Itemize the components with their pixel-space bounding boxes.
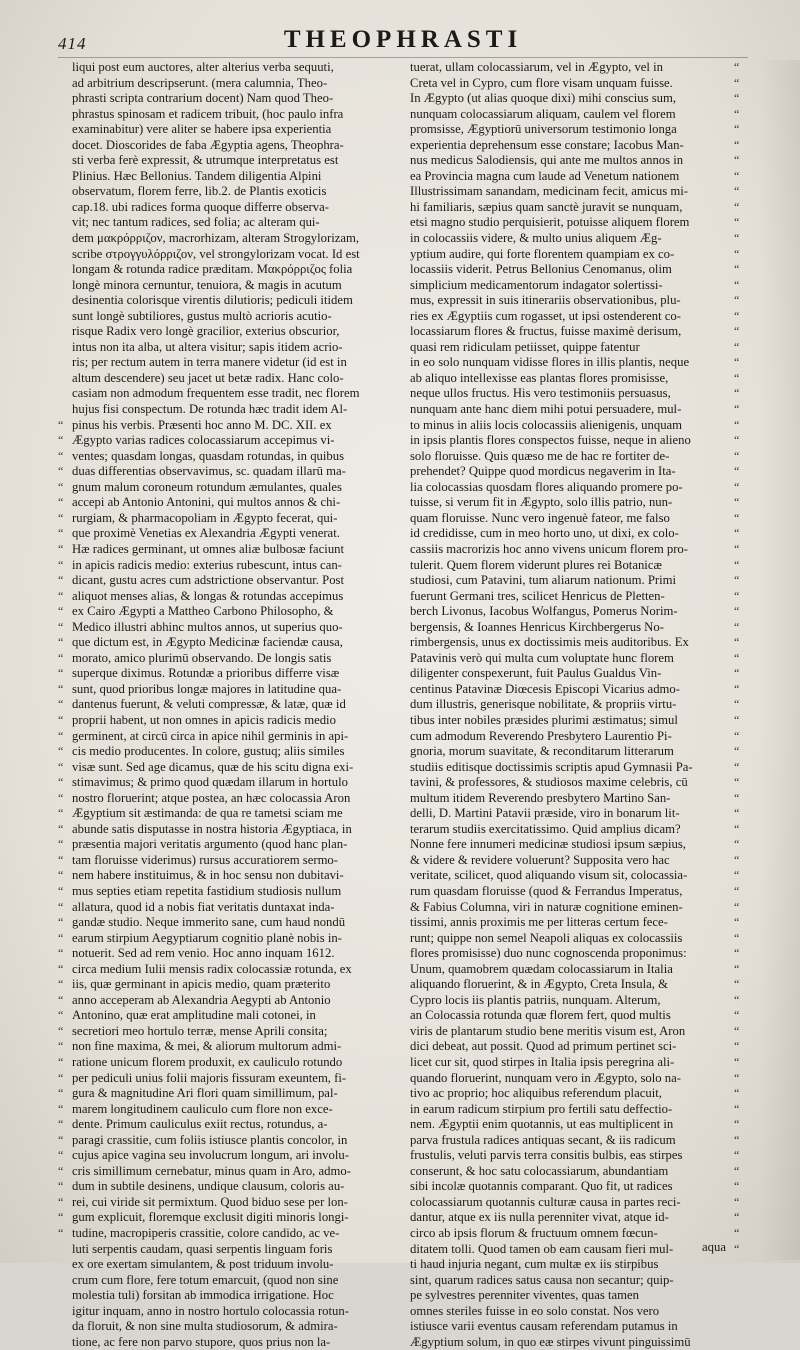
text-line: Illustrissimam sanandam, medicinam fecit, amicus mi-: [410, 184, 688, 199]
text-line: cis medio producentes. In colore, gustuq; aliis similes: [72, 744, 345, 759]
catchword: aqua: [702, 1240, 726, 1254]
text-line: tam floruisse viderimus) rursus accuratiorem sermo-: [72, 852, 339, 867]
text-line: solo floruisse. Quis quæso me de hac re fortiter de-: [410, 448, 670, 463]
text-line: ris; per rectum autem in terra manere videtur (id est in: [72, 355, 347, 370]
text-line: phrastus spinosam et radicem tribuit, (hoc paulo infra: [72, 106, 344, 121]
text-line: allatura, quod id a nobis fiat veritatis duntaxat inda-: [72, 899, 335, 914]
text-line: hujus fisi conspectum. De rotunda hæc tradit idem Al-: [72, 402, 348, 417]
text-line: accepi ab Antonio Antonini, qui multos annos & chi-: [72, 495, 341, 510]
text-line: notuerit. Sed ad rem venio. Hoc anno inquam 1612.: [72, 946, 335, 961]
text-line: nem habere instituimus, & in hoc sensu non dubitavi-: [72, 868, 344, 883]
text-line: luti serpentis caudam, quasi serpentis linguam foris: [72, 1241, 333, 1256]
text-line: istiusce varii eventus causam referendam putamus in: [410, 1319, 678, 1334]
text-line: Antonino, quæ erat amplitudine mali cotonei, in: [72, 1008, 316, 1023]
text-line: ditatem tolli. Quod tamen ob eam causam fieri mul-: [410, 1241, 674, 1256]
text-line: cujus apice vagina seu involucrum longum, ari involu-: [72, 1148, 349, 1163]
text-line: tibus inter nobiles præsides plurimi æstimatus; simul: [410, 712, 678, 727]
text-line: tione, ac fere non parvo stupore, quos prius non la-: [72, 1334, 331, 1349]
text-line: ex ore exertam simulantem, & post triduum involu-: [72, 1257, 334, 1272]
text-line: molestia tuli) forsitan ab immodica irrigatione. Hoc: [72, 1288, 334, 1303]
text-line: pinus his verbis. Præsenti hoc anno M. DC. XII. ex: [72, 417, 332, 432]
text-line: non fine maxima, & mei, & aliorum multorum admi-: [72, 1039, 342, 1054]
text-line: ea Provincia magna cum laude ad Venetum nationem: [410, 168, 680, 183]
text-line: abunde satis disputasse in nostra historia Ægyptiaca, in: [72, 821, 352, 836]
text-line: dantur, atque ex iis nulla perenniter vivat, atque id-: [410, 1210, 669, 1225]
left-text-column: [72, 60, 410, 1350]
text-line: ab aliquo intellexisse eas plantas flores promisisse,: [410, 370, 669, 385]
text-line: lia colocassias quosdam flores aliquando promere po-: [410, 479, 683, 494]
text-line: neque ullos fructus. His vero testimoniis persuasus,: [410, 386, 671, 401]
text-line: ries ex Ægyptiis cum rogasset, ut ipsi ostenderent co-: [410, 308, 681, 323]
text-line: flores promisisse) duo nunc cognoscenda proponimus:: [410, 946, 687, 961]
text-line: gnoria, morum suavitate, & reconditarum litterarum: [410, 744, 674, 759]
text-line: cassiis macrorizis hoc anno vivens unicum florem pro-: [410, 541, 688, 556]
text-line: delli, D. Martini Patavii præside, viro in bonarum lit-: [410, 806, 680, 821]
text-line: risque Radix vero longè gracilior, exterius obscurior,: [72, 324, 340, 339]
text-line: dente. Primum cauliculus exiit rectus, rotundus, a-: [72, 1117, 328, 1132]
text-line: tivo ac proprio; hoc aliquibus referendum placuit,: [410, 1086, 662, 1101]
text-line: Patavinis verò qui multa cum voluptate hunc florem: [410, 650, 674, 665]
text-line: ratione unicum florem produxit, ex cauliculo rotundo: [72, 1055, 343, 1069]
text-line: Ægyptium solum, in quo eæ stirpes vivunt pinguissimū: [410, 1334, 691, 1349]
text-line: phrasti scripta contrarium docent) Nam quod Theo-: [72, 91, 334, 106]
text-line: fuerunt Germani tres, scilicet Henricus de Pletten-: [410, 588, 665, 603]
text-line: id credidisse, cum in meo horto uno, ut dixi, ex colo-: [410, 526, 679, 541]
text-line: præsentia majori veritatis argumento (quod hanc plan-: [72, 837, 348, 852]
text-line: circa medium Iulii mensis radix colocassiæ rotunda, ex: [72, 961, 352, 976]
text-line: circo ab ipsis florum & fructuum omnem fœcun-: [410, 1226, 658, 1241]
text-line: scribe στρογγυλόρριζον, vel strongylorizam vocat. Id est: [72, 246, 360, 261]
text-line: docet. Dioscorides de faba Ægyptia agens, Theophra-: [72, 137, 344, 152]
text-line: dem μακρόρριζον, macrorhizam, alteram Strogylorizam,: [72, 231, 360, 246]
text-line: da floruit, & non sine multa studiosorum, & admira-: [72, 1319, 338, 1334]
text-line: aliquando floruerint, & in Ægypto, Creta Insula, &: [410, 977, 668, 992]
page-header: [58, 22, 748, 56]
text-line: Cypro locis iis plantis patriis, nunquam. Alterum,: [410, 992, 661, 1007]
text-line: aliquot menses alias, & longas & rotundas accepimus: [72, 588, 344, 603]
text-line: rum quasdam floruisse (quod & Ferrandus Imperatus,: [410, 883, 683, 898]
text-line: multum itidem Reverendo presbytero Martino San-: [410, 790, 671, 805]
text-line: promsisse, Ægyptiorū universorum testimonio longa: [410, 122, 677, 137]
text-line: longam & rotunda radice præditam. Μακρόρριζος folia: [72, 262, 353, 277]
text-line: colocassiarum quotannis culturæ causa in partes reci-: [410, 1194, 681, 1209]
text-line: cum admodum Reverendo Presbytero Laurentio Pi-: [410, 728, 672, 743]
text-line: ti haud injuria negant, cum multæ ex iis stirpibus: [410, 1257, 659, 1272]
text-line: rurgiam, & pharmacopoliam in Ægypto fecerat, qui-: [72, 510, 338, 525]
text-line: superque diximus. Rotundæ a prioribus differre visæ: [72, 666, 340, 681]
text-line: germinent, at circū circa in apice nihil germinis in api-: [72, 728, 349, 743]
text-line: intus non ita alba, ut altera visitur; sapis itidem acrio-: [72, 339, 343, 354]
text-line: quam floruisse. Nunc vero ingenuè fateor, me falso: [410, 510, 670, 525]
text-line: & videre & revidere voluerunt? Supposita vero hac: [410, 852, 670, 867]
text-line: dici debeat, aut possit. Quod ad primum pertinet sci-: [410, 1039, 677, 1054]
text-line: crum cum flore, fere totum emarcuit, (quod non sine: [72, 1272, 339, 1287]
text-line: nunquam colocassiarum aliquam, caulem vel florem: [410, 106, 676, 121]
text-line: iis, quæ germinant in apicis medio, quam præterito: [72, 977, 331, 992]
text-line: in earum radicum stirpium pro fertili satu deffectio-: [410, 1101, 673, 1116]
text-line: in eo solo nunquam vidisse flores in illis plantis, neque: [410, 355, 690, 370]
text-line: ad arbitrium descripserunt. (mera calumnia, Theo-: [72, 75, 328, 90]
text-line: gnum malum coroneum rotundum æmulantes, quales: [72, 479, 342, 494]
text-line: gandæ studio. Neque immerito sane, cum haud nondū: [72, 915, 346, 930]
text-line: Plinius. Hæc Bellonius. Tandem diligentia Alpini: [72, 168, 322, 183]
text-line: rimbergensis, unus ex doctissimis meis auditoribus. Ex: [410, 635, 689, 650]
text-line: in colocassiis videre, & multo unius aliquem Æg-: [410, 231, 662, 246]
text-line: pe sylvestres perenniter viventes, quas tamen: [410, 1288, 640, 1303]
text-line: prehendet? Quippe quod mordicus negaverim in Ita-: [410, 464, 676, 479]
text-line: Hæ radices germinant, ut omnes aliæ bulbosæ faciunt: [72, 541, 345, 556]
text-line: veritate, scilicet, quod aliquando visum sit, colocassia-: [410, 868, 688, 883]
text-line: Ægyptium sit æstimanda: de qua re tametsi sciam me: [72, 806, 343, 821]
text-line: experientia deprehensum esse constare; Iacobus Man-: [410, 137, 684, 152]
text-line: mus, expressit in suis itinerariis observationibus, plu-: [410, 293, 681, 308]
text-line: yptium audire, qui forte florentem quampiam ex co-: [410, 246, 675, 261]
text-line: hi familiaris, sæpius quam sanctè juravit se nunquam,: [410, 199, 683, 214]
text-line: stimavimus; & primo quod quædam illarum in hortulo: [72, 775, 348, 790]
text-line: nunquam ante hanc diem mihi potui persuadere, mul-: [410, 402, 682, 417]
page-number: 414: [58, 34, 87, 53]
text-line: sti verba ferè expressit, & utrumque interpretatus est: [72, 153, 339, 168]
text-line: studiis editisque doctissimis scriptis apud Gymnasii Pa-: [410, 759, 693, 774]
left-quote-marks: “ “ “ “ “ “ “ “ “ “ “ “ “ “ “ “ “ “ “ “ “ “ “ “ “ “ “ “ “ “ “ “ “ “ “ “ “ “ “ “ “ “ “ “ “ “ “ “ “ “ “ “ “: [58, 417, 64, 1241]
text-line: centinus Patavinæ Diœcesis Episcopi Vicarius admo-: [410, 681, 680, 696]
text-line: dantenus fuerunt, & veluti compressæ, & latæ, quæ id: [72, 697, 346, 712]
text-line: Nonne fere innumeri medicinæ studiosi ipsum sæpius,: [410, 837, 686, 852]
text-line: conserunt, & hoc satu colocassiarum, abundantiam: [410, 1163, 669, 1178]
text-line: parva frustula radices antiquas secant, & iis radicum: [410, 1132, 676, 1147]
text-line: bergensis, & Ioannes Henricus Kirchbergerus No-: [410, 619, 664, 634]
text-line: Ægypto varias radices colocassiarum accepimus vi-: [72, 433, 335, 448]
text-line: gum explicuit, floremque exclusit digiti minoris longi-: [72, 1210, 349, 1225]
text-line: anno acceperam ab Alexandria Aegypti ab Antonio: [72, 992, 331, 1007]
text-line: locassiis viderit. Petrus Bellonius Cenomanus, olim: [410, 262, 672, 277]
text-line: In Ægypto (ut alias quoque dixi) mihi conscius sum,: [410, 91, 677, 106]
text-line: berch Livonus, Iacobus Wolfangus, Pomerus Norim-: [410, 604, 678, 619]
text-line: per pediculi unius folii majoris fissuram exeuntem, fi-: [72, 1070, 347, 1085]
text-line: Unum, quamobrem quædam colocassiarum in Italia: [410, 961, 673, 976]
text-line: tudine, macropiperis crassitie, colore candido, ac ve-: [72, 1226, 340, 1241]
text-line: terarum studiis exercitatissimo. Quid amplius dicam?: [410, 821, 681, 836]
text-line: mus septies etiam repetita fastidium studiosis nullum: [72, 883, 342, 898]
text-line: gura & magnitudine Ari flori quam simillimum, pal-: [72, 1086, 338, 1101]
text-line: tuisse, si verum fit in Ægypto, solo illis patrio, nun-: [410, 495, 673, 510]
text-line: quasi rem ridiculam petiisset, quippe fatentur: [410, 339, 640, 354]
text-line: morato, amico plurimū observando. De longis satis: [72, 650, 332, 665]
text-line: dum in subtile desinens, undique clausum, coloris au-: [72, 1179, 345, 1194]
text-line: nem. Ægyptii enim quotannis, ut eas multiplicent in: [410, 1117, 674, 1132]
text-line: an Colocassia rotunda quæ florem fert, quod multis: [410, 1008, 671, 1023]
text-line: altum descendere) seu jacet ut betæ radix. Hanc colo-: [72, 370, 344, 385]
text-line: tulerit. Quem florem viderunt plures rei Botanicæ: [410, 557, 662, 572]
text-line: etsi magno studio perquisierit, potuisse aliquem florem: [410, 215, 690, 230]
text-line: longè minora cernuntur, tenuiora, & magis in acutum: [72, 277, 342, 292]
text-line: que dictum est, in Ægypto Medicinæ faciendæ causa,: [72, 635, 343, 650]
text-line: cap.18. ubi radices forma quoque differre observa-: [72, 199, 329, 214]
text-line: Creta vel in Cypro, cum flore visam unquam fuisse.: [410, 75, 673, 90]
running-title: THEOPHRASTI: [283, 26, 523, 53]
text-line: rei, cui viride sit permixtum. Quod biduo sese per lon-: [72, 1194, 348, 1209]
text-line: frustulis, veluti parvis terra consitis bulbis, eas stirpes: [410, 1148, 683, 1163]
text-line: secretiori meo hortulo terræ, mense Aprili consita;: [72, 1023, 328, 1038]
text-line: omnes steriles fuisse in eo solo constat. Nos vero: [410, 1303, 660, 1318]
text-line: tissimi, annis proximis me per litteras certum fece-: [410, 915, 668, 930]
text-line: nostro floruerint; atque postea, an hæc colocassia Aron: [72, 790, 351, 805]
header-rule: [58, 57, 748, 58]
text-line: locassiarum flores & fructus, fuisse maximè derisum,: [410, 324, 682, 339]
text-line: vit; nec tantum radices, sed folia; ac alteram qui-: [72, 215, 320, 230]
text-line: licet cur sit, quod stirpes in Italia ipsis peregrina ali-: [410, 1055, 675, 1069]
text-line: simplicium medicamentorum indagator solertissi-: [410, 277, 663, 292]
text-line: viris de plantarum studio bene meritis visum est, Aron: [410, 1023, 686, 1038]
text-line: ex Cairo Ægypti a Mattheo Carbono Philosopho, &: [72, 604, 334, 619]
text-line: in ipsis plantis flores conspectos fuisse, neque in alieno: [410, 433, 691, 448]
text-line: que proximè Venetias ex Alexandria Ægypti venerat.: [72, 526, 340, 541]
text-line: liqui post eum auctores, alter alterius verba sequuti,: [72, 60, 334, 74]
text-line: examinabitur) vere aliter se habere ipsa experientia: [72, 122, 332, 137]
text-line: dicant, gustu acres cum adstrictione observantur. Post: [72, 573, 345, 588]
text-line: cris simillimum cernebatur, minus quam in Aro, admo-: [72, 1163, 351, 1178]
text-line: diligenter conspexerunt, fuit Paulus Gualdus Vin-: [410, 666, 662, 681]
text-line: ventes; quasdam longas, quasdam rotundas, in quibus: [72, 448, 345, 463]
right-quote-marks: “ “ “ “ “ “ “ “ “ “ “ “ “ “ “ “ “ “ “ “ “ “ “ “ “ “ “ “ “ “ “ “ “ “ “ “ “ “ “ “ “ “ “ “ “ “ “ “ “ “ “ “ “ “ “ “ “ “ “ “ “ “ “ “ “ “ “ “ “ “ “ “ “ “ “ “ “: [734, 60, 740, 1256]
text-line: dum illustris, generisque nobilitate, & propriis virtu-: [410, 697, 677, 712]
text-line: studiosi, cum Patavini, tum aliarum nationum. Primi: [410, 573, 677, 588]
text-line: nus medicus Salodiensis, qui ante me multos annos in: [410, 153, 684, 168]
page-edge-shadow: [760, 60, 800, 1260]
text-line: duas differentias observavimus, sc. quadam illarū ma-: [72, 464, 346, 479]
text-line: sint, quarum radices satus causa non secantur; quip-: [410, 1272, 674, 1287]
text-line: tavini, & professores, & studiosos maxime celebris, cū: [410, 775, 688, 790]
text-line: sunt longè subtiliores, gustus multò acrioris acutio-: [72, 308, 332, 323]
text-line: desinentia colorisque virentis dilutioris; pediculi itidem: [72, 293, 353, 308]
text-line: earum stirpium Aegyptiarum cognitio planè nobis in-: [72, 930, 342, 945]
text-line: casiam non admodum frequentem esse tradit, nec florem: [72, 386, 360, 401]
text-line: Medico illustri abhinc multos annos, ut superius quo-: [72, 619, 343, 634]
text-line: quando floruerint, nunquam vero in Ægypto, solo na-: [410, 1070, 681, 1085]
text-line: visæ sunt. Sed age dicamus, quæ de his scitu digna exi-: [72, 759, 354, 774]
text-line: runt; quippe non semel Neapoli aliquas ex colocassiis: [410, 930, 683, 945]
text-line: sibi incolæ quotannis comparant. Quo fit, ut radices: [410, 1179, 673, 1194]
text-line: igitur inquam, anno in nostro hortulo colocassia rotun-: [72, 1303, 349, 1318]
text-line: paragi crassitie, cum foliis istiusce plantis concolor, in: [72, 1132, 348, 1147]
text-line: to minus in aliis locis colocassiis alienigenis, unquam: [410, 417, 683, 432]
text-line: in apicis radicis medio: exterius rubescunt, intus can-: [72, 557, 342, 572]
text-line: marem longitudinem cauliculo cum flore non exce-: [72, 1101, 333, 1116]
text-line: proprii habent, ut non omnes in apicis radicis medio: [72, 712, 336, 727]
text-line: & Fabius Columna, viri in naturæ cognitione eminen-: [410, 899, 683, 914]
text-line: tuerat, ullam colocassiarum, vel in Ægypto, vel in: [410, 60, 663, 74]
text-line: observatum, florem ferre, lib.2. de Plantis exoticis: [72, 184, 327, 199]
text-line: sunt, quod prioribus longæ majores in latitudine qua-: [72, 681, 342, 696]
right-text-column: [410, 60, 748, 1350]
